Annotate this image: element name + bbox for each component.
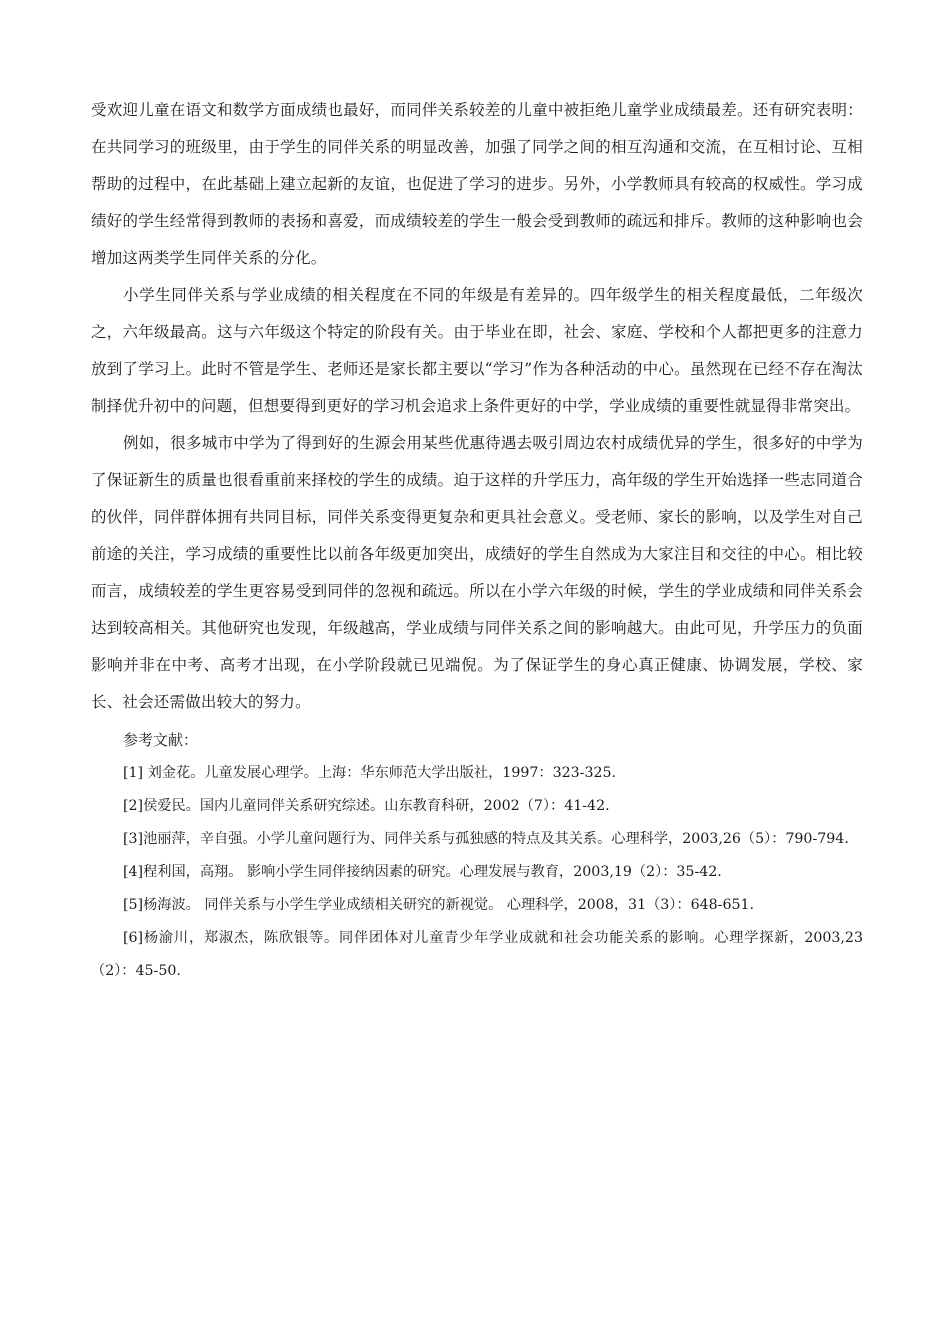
reference-item-4: [4]程利国，高翔。 影响小学生同伴接纳因素的研究。心理发展与教育，2003,19（2）：35-42. [123,864,722,880]
references-heading: 参考文献： [123,731,199,749]
references-section [91,724,863,988]
reference-item-6: [6]杨渝川，郑淑杰，陈欣银等。同伴团体对儿童青少年学业成就和社会功能关系的影响。心理学探新，2003,23（2）：45-50. [91,930,863,979]
reference-item-1: [1] 刘金花。儿童发展心理学。上海：华东师范大学出版社，1997：323-325. [123,765,617,781]
reference-item-3: [3]池丽萍，辛自强。小学儿童问题行为、同伴关系与孤独感的特点及其关系。心理科学，2003,26（5）：790-794. [123,831,849,847]
document-body [91,92,863,988]
reference-item-5: [5]杨海波。 同伴关系与小学生学业成绩相关研究的新视觉。 心理科学，2008，31（3）：648-651. [123,897,755,913]
body-paragraph-3: 例如，很多城市中学为了得到好的生源会用某些优惠待遇去吸引周边农村成绩优异的学生，很多好的中学为了保证新生的质量也很看重前来择校的学生的成绩。迫于这样的升学压力，高年级的学生开始选择一些志同道合的伙伴，同伴群体拥有共同目标，同伴关系变得更复杂和更具社会意义。受老师、家长的影响，以及学生对自己前途的关注，学习成绩的重要性比以前各年级更加突出，成绩好的学生自然成为大家注目和交往的中心。相比较而言，成绩较差的学生更容易受到同伴的忽视和疏远。所以在小学六年级的时候，学生的学业成绩和同伴关系会达到较高相关。其他研究也发现，年级越高，学业成绩与同伴关系之间的影响越大。由此可见，升学压力的负面影响并非在中考、高考才出现，在小学阶段就已见端倪。为了保证学生的身心真正健康、协调发展，学校、家长、社会还需做出较大的努力。 [91,434,863,711]
body-paragraph-1: 受欢迎儿童在语文和数学方面成绩也最好，而同伴关系较差的儿童中被拒绝儿童学业成绩最差。还有研究表明：在共同学习的班级里，由于学生的同伴关系的明显改善，加强了同学之间的相互沟通和交流，在互相讨论、互相帮助的过程中，在此基础上建立起新的友谊，也促进了学习的进步。另外，小学教师具有较高的权威性。学习成绩好的学生经常得到教师的表扬和喜爱，而成绩较差的学生一般会受到教师的疏远和排斥。教师的这种影响也会增加这两类学生同伴关系的分化。 [91,101,863,267]
body-paragraph-2: 小学生同伴关系与学业成绩的相关程度在不同的年级是有差异的。四年级学生的相关程度最低，二年级次之，六年级最高。这与六年级这个特定的阶段有关。由于毕业在即，社会、家庭、学校和个人都把更多的注意力放到了学习上。此时不管是学生、老师还是家长都主要以“学习”作为各种活动的中心。虽然现在已经不存在淘汰制择优升初中的问题，但想要得到更好的学习机会追求上条件更好的中学，学业成绩的重要性就显得非常突出。 [91,286,863,415]
reference-item-2: [2]侯爱民。国内儿童同伴关系研究综述。山东教育科研，2002（7）：41-42. [123,798,610,814]
